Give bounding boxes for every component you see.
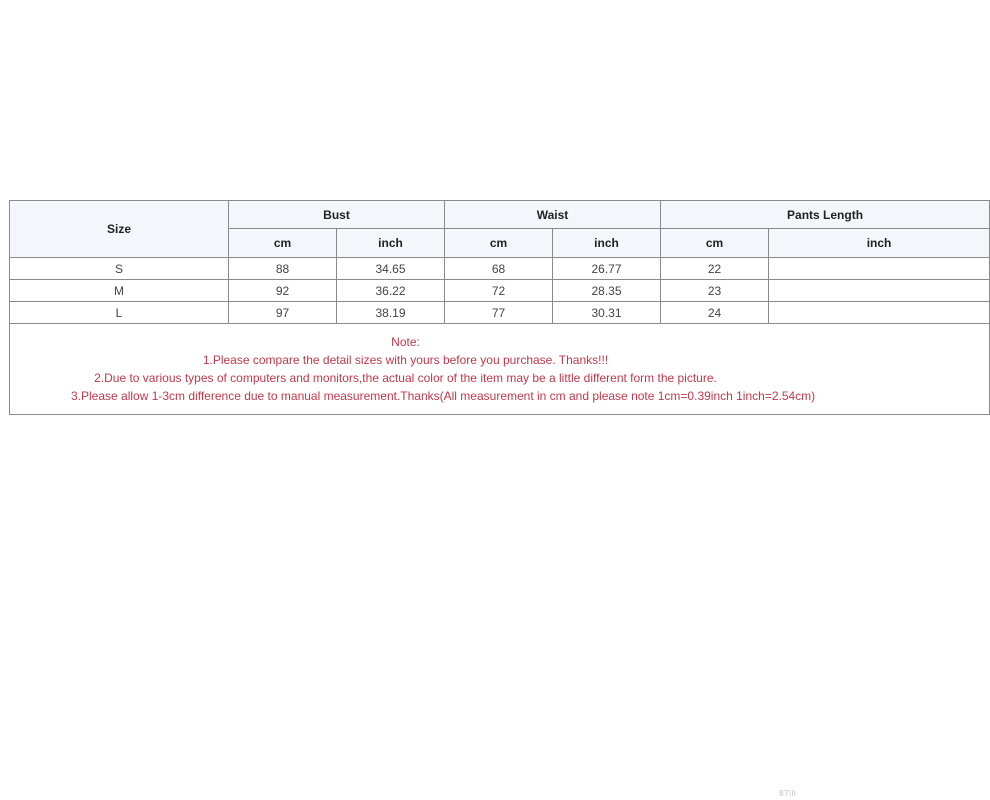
waist-inch-cell: 30.31 <box>553 302 661 324</box>
waist-cm-cell: 77 <box>445 302 553 324</box>
waist-cm-cell: 68 <box>445 258 553 280</box>
table-row <box>10 280 990 302</box>
notes-cell <box>10 324 990 415</box>
size-cell: L <box>10 302 229 324</box>
note-line-3: 3.Please allow 1-3cm difference due to manual measurement.Thanks(All measurement in cm and please note 1cm=0.39inch 1inch=2.54cm) <box>71 389 816 403</box>
pants-cm-header: cm <box>661 229 769 258</box>
bust-cm-header: cm <box>229 229 337 258</box>
header-row-groups <box>10 201 990 229</box>
bust-header: Bust <box>229 201 445 229</box>
note-title: Note: <box>391 335 420 349</box>
waist-header: Waist <box>445 201 661 229</box>
pants-inch-header: inch <box>769 229 990 258</box>
note-line-1: 1.Please compare the detail sizes with yours before you purchase. Thanks!!! <box>202 353 609 367</box>
size-header: Size <box>10 201 229 258</box>
note-line-2: 2.Due to various types of computers and monitors,the actual color of the item may be a little different form the picture. <box>94 371 717 385</box>
bust-cm-cell: 88 <box>229 258 337 280</box>
notes-row <box>10 324 990 415</box>
pants-inch-cell <box>769 258 990 280</box>
pants-inch-cell <box>769 280 990 302</box>
table-row <box>10 302 990 324</box>
size-cell: M <box>10 280 229 302</box>
pants-length-header: Pants Length <box>661 201 990 229</box>
pants-cm-cell: 24 <box>661 302 769 324</box>
bust-cm-cell: 92 <box>229 280 337 302</box>
waist-cm-header: cm <box>445 229 553 258</box>
waist-cm-cell: 72 <box>445 280 553 302</box>
size-chart <box>9 200 892 417</box>
waist-inch-cell: 26.77 <box>553 258 661 280</box>
waist-inch-header: inch <box>553 229 661 258</box>
table-row <box>10 258 990 280</box>
bust-inch-cell: 34.65 <box>337 258 445 280</box>
waist-inch-cell: 28.35 <box>553 280 661 302</box>
notes-block <box>10 333 816 405</box>
bust-inch-cell: 38.19 <box>337 302 445 324</box>
pants-cm-cell: 23 <box>661 280 769 302</box>
bust-inch-header: inch <box>337 229 445 258</box>
pants-inch-cell <box>769 302 990 324</box>
size-table <box>9 200 990 415</box>
size-cell: S <box>10 258 229 280</box>
bust-inch-cell: 36.22 <box>337 280 445 302</box>
pants-cm-cell: 22 <box>661 258 769 280</box>
watermark: 87III <box>778 789 796 798</box>
bust-cm-cell: 97 <box>229 302 337 324</box>
